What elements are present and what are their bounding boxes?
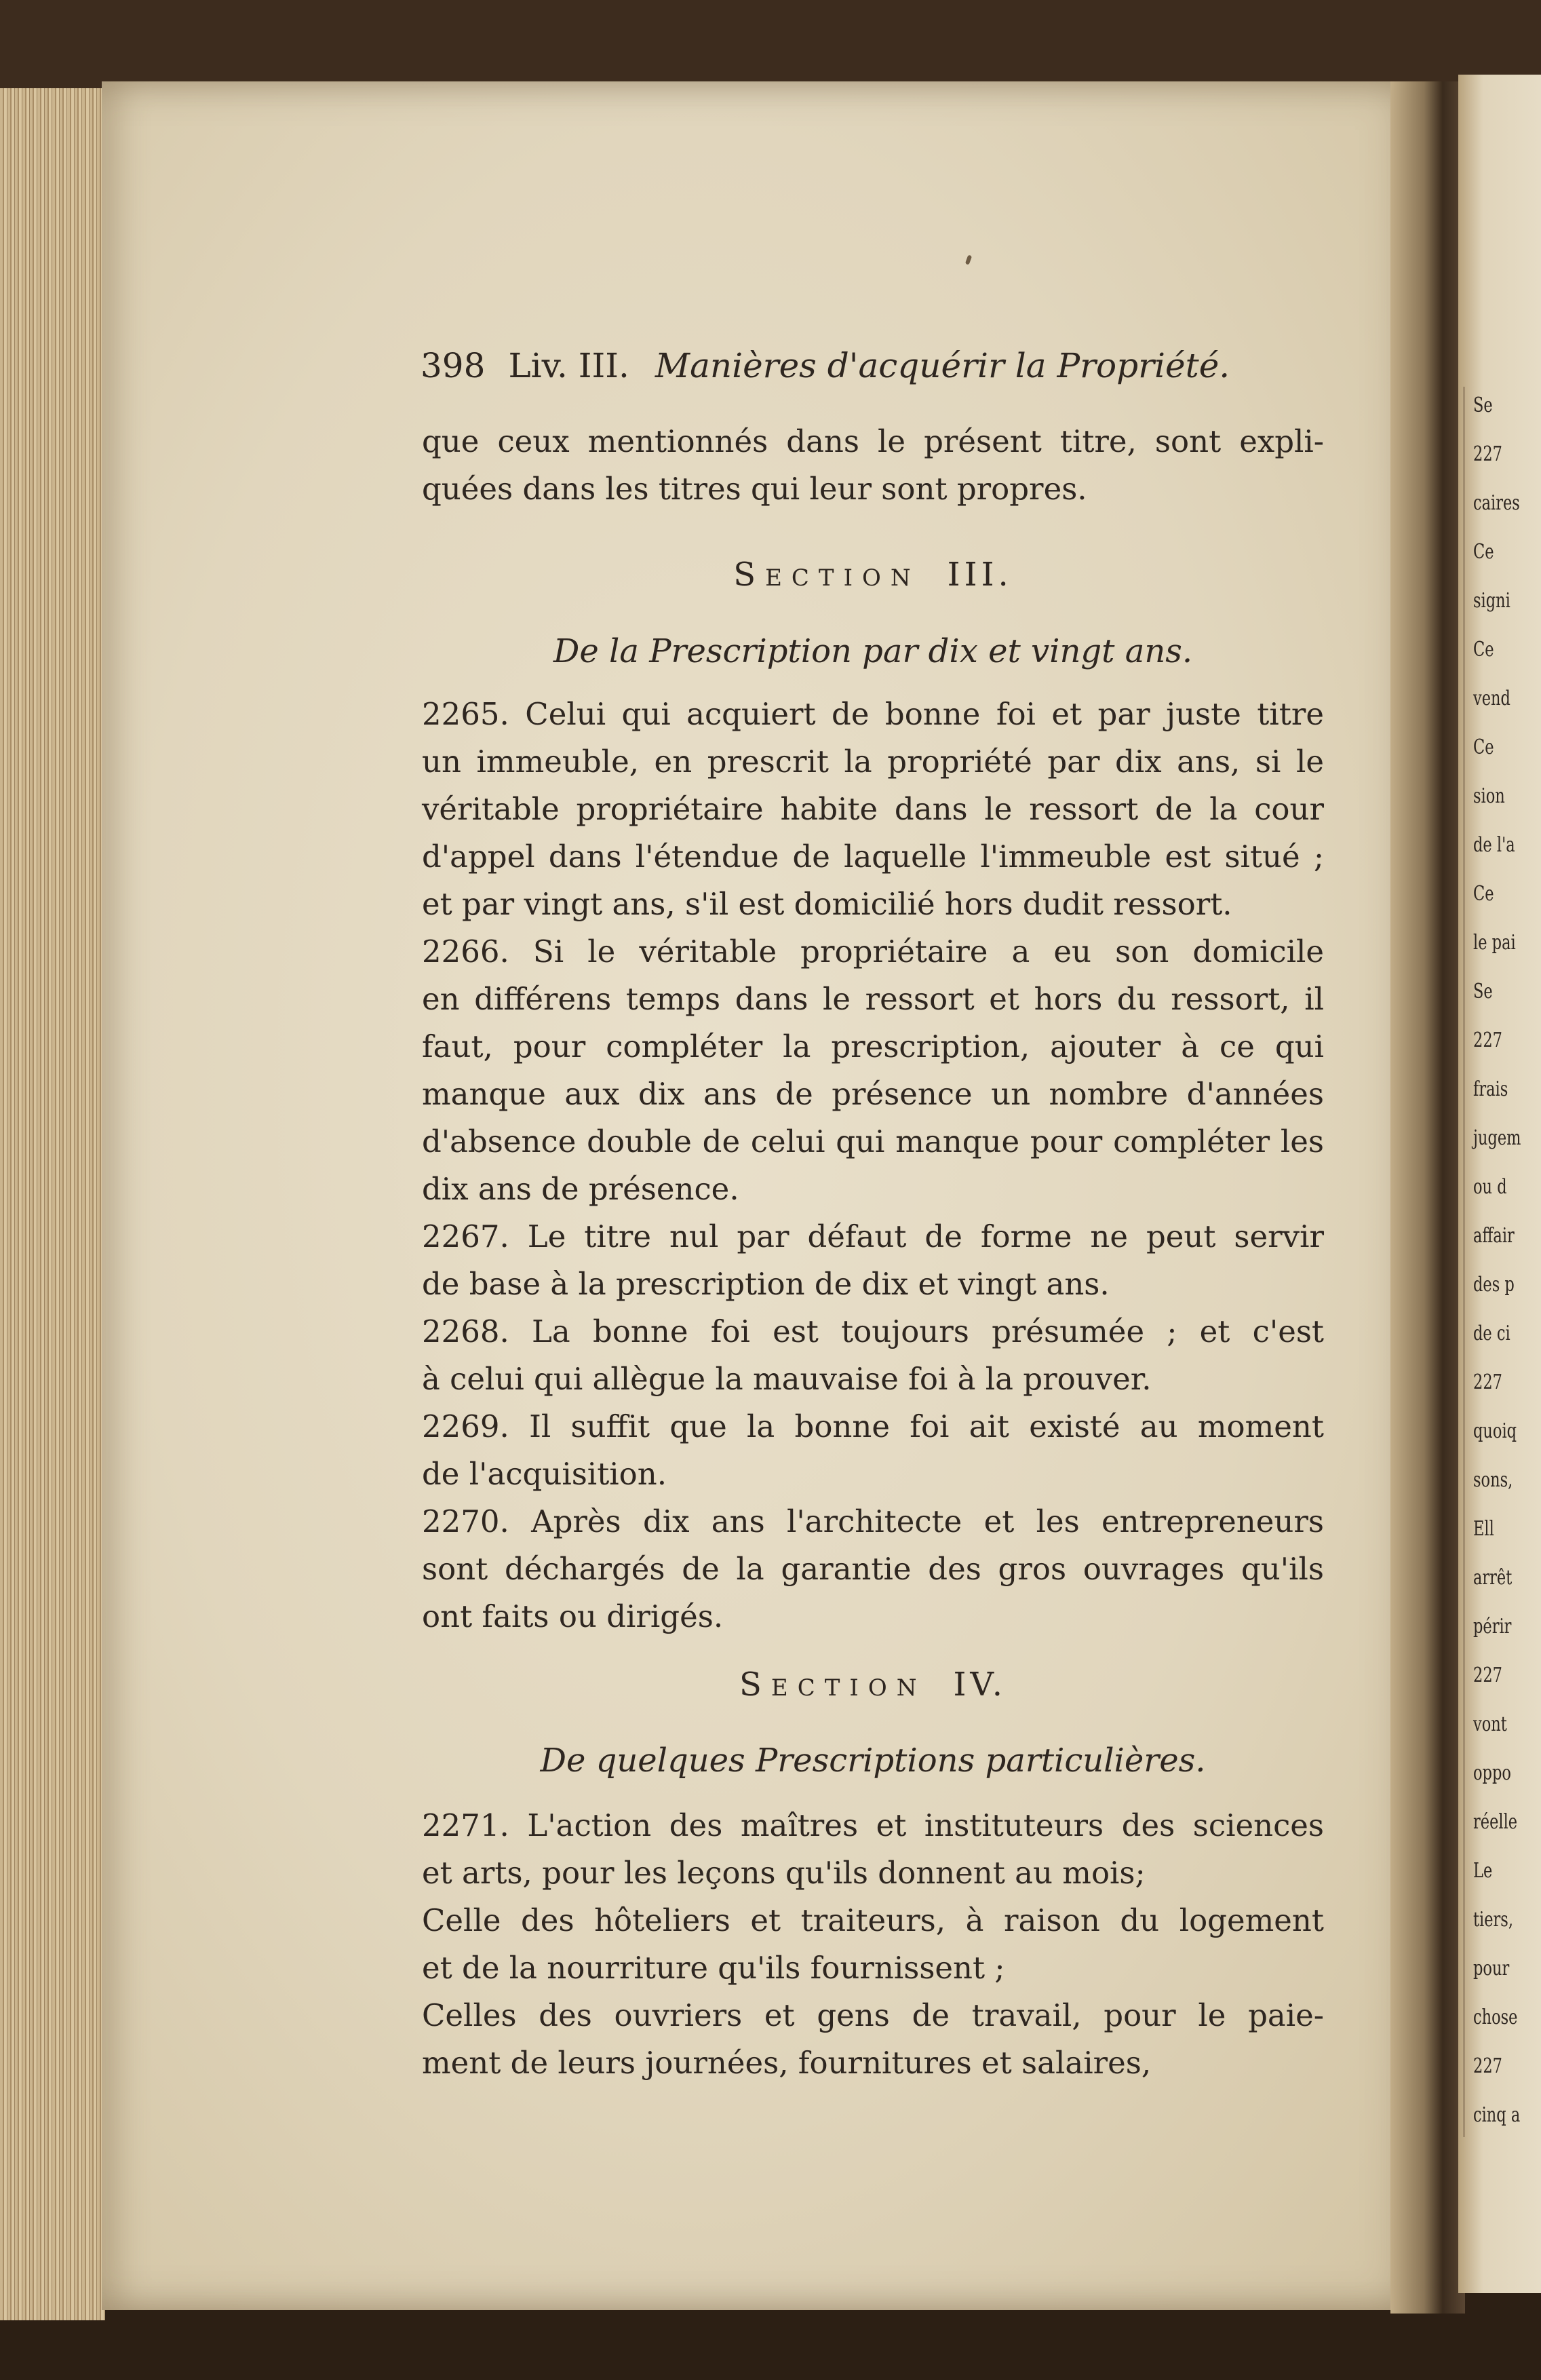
facing-page-fragment: chose — [1473, 2005, 1518, 2029]
article-line: 2265. Celui qui acquiert de bonne foi et par juste titre — [422, 696, 1324, 732]
facing-page-fragment: tiers, — [1473, 1908, 1514, 1932]
facing-page-fragment: caires — [1473, 491, 1520, 515]
section-label: Section — [733, 556, 920, 594]
running-head — [421, 346, 1268, 394]
facing-page-fragment: frais — [1473, 1077, 1508, 1101]
facing-page-fragment: signi — [1473, 589, 1510, 613]
article-line: en différens temps dans le ressort et hors du ressort, il — [422, 981, 1324, 1017]
facing-page-fragment: ou d — [1473, 1175, 1507, 1199]
facing-page-fragment: Le — [1473, 1859, 1493, 1883]
facing-page-fragment: des p — [1473, 1273, 1515, 1297]
article-line: et de la nourriture qu'ils fournissent ; — [422, 1950, 1005, 1986]
running-title: Manières d'acquérir la Propriété. — [655, 346, 1230, 385]
facing-page-fragment: 227 — [1473, 1664, 1502, 1687]
facing-page-fragment: sion — [1473, 784, 1505, 808]
article-line: 2270. Après dix ans l'architecte et les entrepreneurs — [422, 1503, 1324, 1539]
text-line: quées dans les titres qui leur sont propres. — [422, 471, 1087, 507]
facing-page-fragment: de l'a — [1473, 833, 1515, 857]
facing-page-fragment: affair — [1473, 1224, 1515, 1248]
facing-page-fragment: jugem — [1473, 1126, 1521, 1150]
facing-page-rule — [1463, 387, 1465, 2137]
article-line: manque aux dix ans de présence un nombre d'années — [422, 1076, 1324, 1112]
article-line: faut, pour compléter la prescription, ajouter à ce qui — [422, 1029, 1324, 1064]
facing-page-fragment: cinq a — [1473, 2103, 1521, 2127]
facing-page-fragment: réelle — [1473, 1810, 1518, 1834]
section-subtitle: De la Prescription par dix et vingt ans. — [553, 632, 1193, 670]
book-label: Liv. III. — [508, 346, 629, 385]
article-line: 2268. La bonne foi est toujours présumée ; et c'est — [422, 1313, 1324, 1349]
facing-page-fragment: Se — [1473, 394, 1493, 417]
facing-page-fragment: de ci — [1473, 1322, 1510, 1345]
article-line: sont déchargés de la garantie des gros ouvrages qu'ils — [422, 1551, 1324, 1587]
facing-page-fragment: pour — [1473, 1957, 1510, 1980]
facing-page-fragment: sons, — [1473, 1468, 1513, 1492]
text-line: que ceux mentionnés dans le présent titre, sont expli- — [422, 423, 1324, 459]
article-line: véritable propriétaire habite dans le ressort de la cour — [422, 791, 1324, 827]
page-number: 398 — [421, 346, 486, 385]
facing-page-fragment: Ce — [1473, 638, 1494, 661]
section-subtitle: De quelques Prescriptions particulières. — [540, 1742, 1206, 1780]
article-line: ont faits ou dirigés. — [422, 1598, 724, 1634]
page-block-edges — [0, 88, 105, 2320]
article-line: dix ans de présence. — [422, 1171, 739, 1207]
facing-page-fragment: 227 — [1473, 1370, 1502, 1394]
facing-page-fragment: Ce — [1473, 882, 1494, 906]
facing-page-fragment: Ell — [1473, 1517, 1494, 1541]
section-heading — [422, 551, 1324, 598]
article-line: 2271. L'action des maîtres et instituteurs des sciences — [422, 1807, 1324, 1843]
article-line: d'appel dans l'étendue de laquelle l'immeuble est situé ; — [422, 839, 1324, 875]
section-heading — [422, 1661, 1324, 1708]
facing-page-fragment: 227 — [1473, 1029, 1502, 1052]
facing-page-fragment: le pai — [1473, 931, 1516, 955]
article-line: et par vingt ans, s'il est domicilié hors dudit ressort. — [422, 886, 1232, 922]
article-line: et arts, pour les leçons qu'ils donnent au mois; — [422, 1855, 1146, 1891]
facing-page-fragment: Se — [1473, 980, 1493, 1003]
facing-page-fragment: 227 — [1473, 442, 1502, 466]
facing-page-fragment: vend — [1473, 687, 1510, 710]
section-number: III. — [947, 556, 1013, 594]
article-line: de l'acquisition. — [422, 1456, 667, 1492]
gutter-shadow — [1390, 81, 1465, 2314]
article-line: à celui qui allègue la mauvaise foi à la prouver. — [422, 1361, 1152, 1397]
facing-page-fragment: quoiq — [1473, 1419, 1517, 1443]
facing-page-fragment: 227 — [1473, 2054, 1502, 2078]
facing-page-fragment: vont — [1473, 1712, 1507, 1736]
article-line: 2267. Le titre nul par défaut de forme ne peut servir — [422, 1218, 1324, 1254]
section-label: Section — [739, 1666, 926, 1704]
article-line: ment de leurs journées, fournitures et salaires, — [422, 2045, 1152, 2081]
article-line: Celle des hôteliers et traiteurs, à raison du logement — [422, 1902, 1324, 1938]
article-line: d'absence double de celui qui manque pour compléter les — [422, 1124, 1324, 1159]
facing-page-fragment: arrêt — [1473, 1566, 1513, 1590]
facing-page-fragment: périr — [1473, 1615, 1512, 1638]
article-line: Celles des ouvriers et gens de travail, pour le paie- — [422, 1997, 1324, 2033]
section-number: IV. — [953, 1666, 1007, 1704]
facing-page-fragment: oppo — [1473, 1761, 1511, 1785]
facing-page-fragment: Ce — [1473, 540, 1494, 564]
facing-page-fragment: Ce — [1473, 735, 1494, 759]
article-line: de base à la prescription de dix et vingt ans. — [422, 1266, 1110, 1302]
article-line: 2266. Si le véritable propriétaire a eu son domicile — [422, 934, 1324, 970]
article-line: un immeuble, en prescrit la propriété par dix ans, si le — [422, 744, 1324, 780]
article-line: 2269. Il suffit que la bonne foi ait existé au moment — [422, 1408, 1324, 1444]
